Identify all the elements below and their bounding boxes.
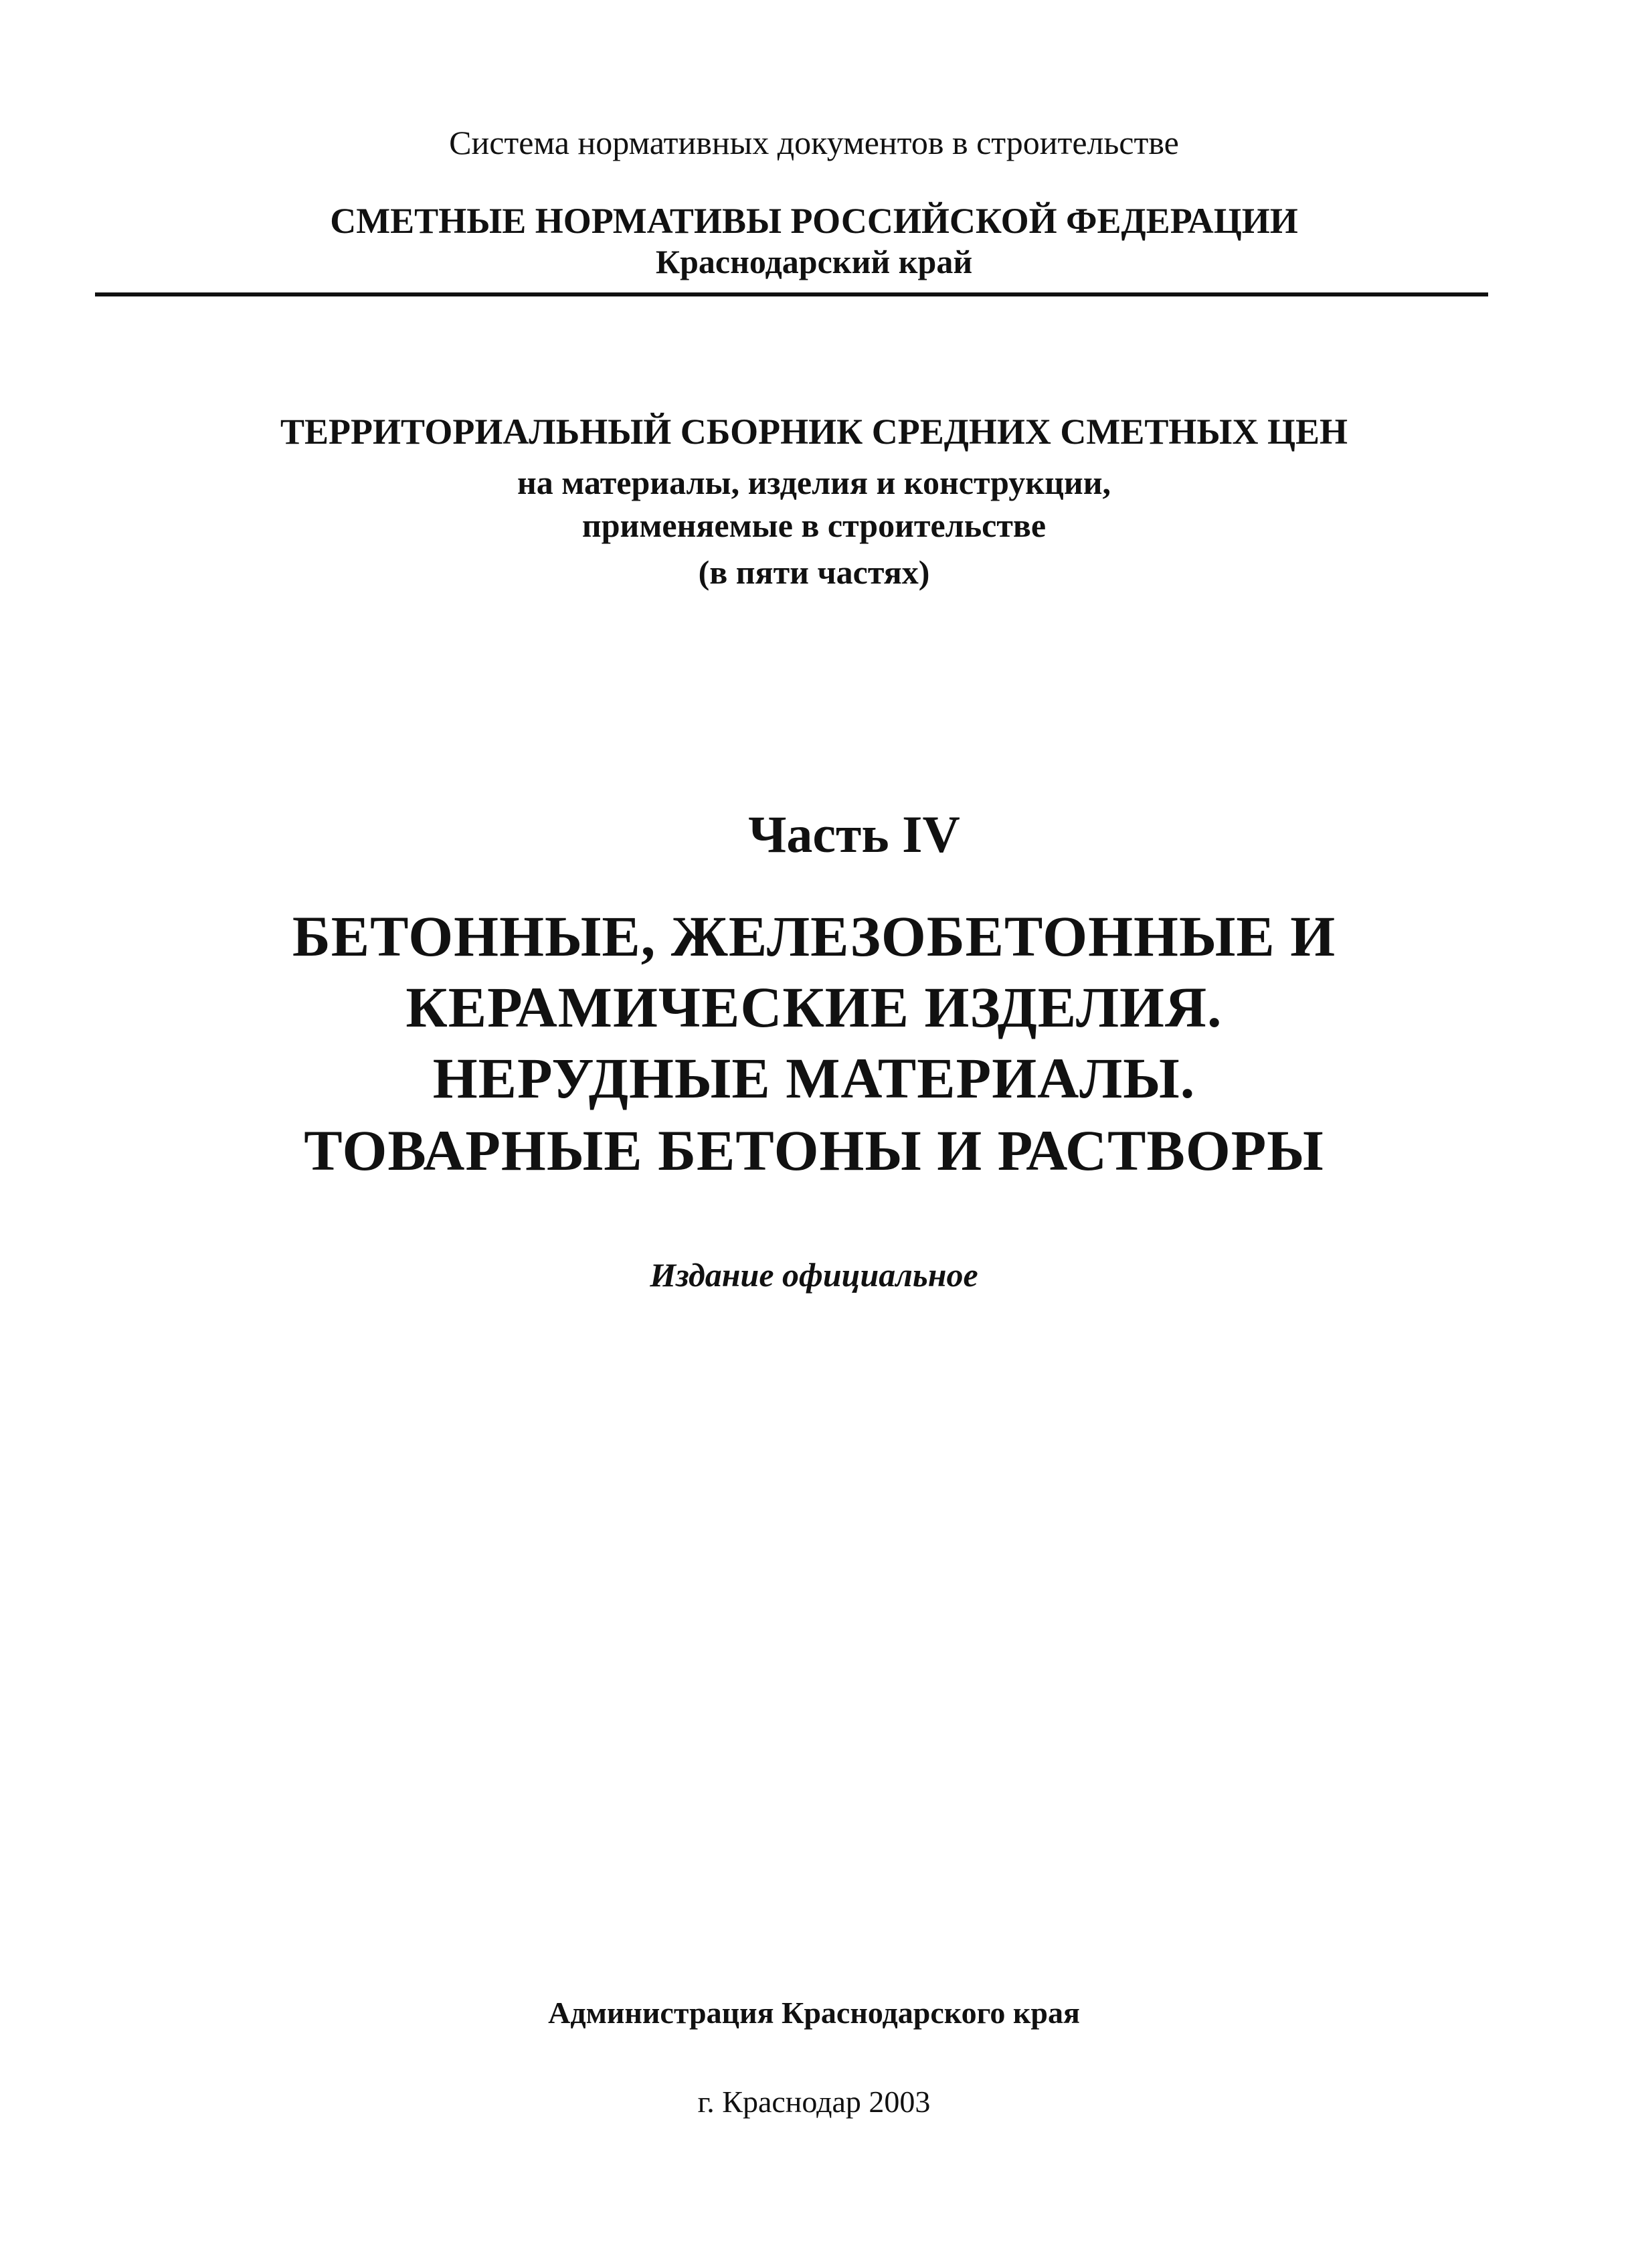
city-year: г. Краснодар 2003 [697,2085,931,2119]
collection-parts-count: (в пяти частях) [698,553,930,591]
part-title-line: НЕРУДНЫЕ МАТЕРИАЛЫ. [432,1046,1196,1110]
system-line: Система нормативных документов в строительстве [449,124,1179,161]
part-number: Часть IV [748,805,960,863]
collection-title: ТЕРРИТОРИАЛЬНЫЙ СБОРНИК СРЕДНИХ СМЕТНЫХ ЦЕН [280,412,1348,452]
publisher: Администрация Краснодарского края [548,1996,1080,2030]
part-title-line: ТОВАРНЫЕ БЕТОНЫ И РАСТВОРЫ [304,1118,1324,1183]
collection-subtitle-line: на материалы, изделия и конструкции, [517,464,1111,501]
region-line: Краснодарский край [655,243,973,280]
part-title-line: БЕТОННЫЕ, ЖЕЛЕЗОБЕТОННЫЕ И [292,904,1336,968]
edition-note: Издание официальное [650,1256,978,1294]
part-title-line: КЕРАМИЧЕСКИЕ ИЗДЕЛИЯ. [405,975,1223,1039]
series-title: СМЕТНЫЕ НОРМАТИВЫ РОССИЙСКОЙ ФЕДЕРАЦИИ [330,201,1298,241]
collection-subtitle-line: применяемые в строительстве [581,507,1047,544]
header-rule [95,292,1488,296]
